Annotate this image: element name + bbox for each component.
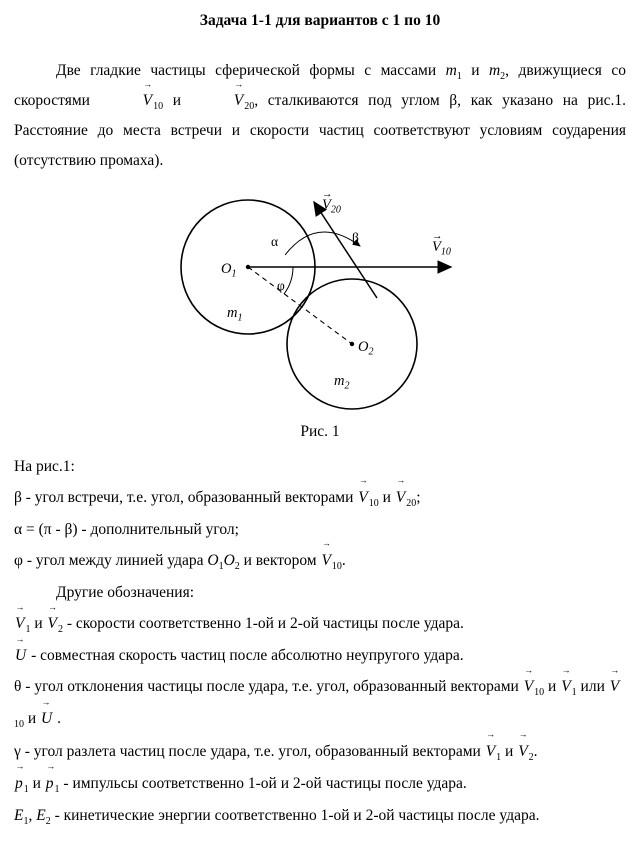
phi-angle-arc xyxy=(284,267,293,294)
collision-diagram xyxy=(155,187,485,419)
notation-list xyxy=(14,451,626,832)
definition-beta: β - угол встречи, т.е. угол, образованный векторами → $V_{10}$ и → $V_{20}$; xyxy=(14,475,421,510)
figure-1 xyxy=(14,187,626,441)
definition-v1-v2: → $V_1$ и → $V_2$ - скорости соответственно 1-ой и 2-ой частицы после удара. xyxy=(15,601,464,636)
phi-label: φ xyxy=(277,278,285,294)
o2-label: $O_2$ xyxy=(358,339,374,358)
definition-gamma: γ - угол разлета частиц после удара, т.е. угол, образованный векторами → $V_1$ и → $V_2$. xyxy=(14,728,538,763)
intro-paragraph: Две гладкие частицы сферической формы с массами $m_1$ и $m_2$, движущиеся со скоростями → $V_{10}$ и → $V_{20}$, сталкиваются под углом β, как указано на рис.1. Расстояние до места встречи и скорости частиц соответствуют условиям соударения (отсутствию промаха). xyxy=(14,62,627,169)
definition-e: $E_1$, $E_2$ - кинетические энергии соответственно 1-ой и 2-ой частицы после удара. xyxy=(14,806,540,827)
v20-vector-accent: → xyxy=(322,189,333,201)
o1-label: $O_1$ xyxy=(221,261,237,280)
definition-p: → $p_1$ и → $p_1$ - импульсы соответственно 1-ой и 2-ой частицы после удара. xyxy=(15,760,467,795)
v10-label: $V_{10}$ xyxy=(432,239,451,258)
notes-heading: На рис.1: xyxy=(14,458,75,476)
page-title: Задача 1-1 для вариантов с 1 по 10 xyxy=(199,12,441,29)
angle-arc-arrow xyxy=(285,232,360,255)
m2-label: $m_2$ xyxy=(334,373,350,392)
o2-center-dot xyxy=(350,342,354,346)
v20-vector xyxy=(314,202,377,298)
beta-label: β xyxy=(352,230,359,246)
definition-u: → U - совместная скорость частиц после абсолютно неупругого удара. xyxy=(15,633,464,665)
v10-vector-accent: → xyxy=(432,231,443,243)
other-notations-heading: Другие обозначения: xyxy=(56,584,195,602)
definition-phi: φ - угол между линией удара $O_1O_2$ и вектором → $V_{10}$. xyxy=(14,538,346,573)
alpha-label: α xyxy=(271,234,279,250)
figure-caption: Рис. 1 xyxy=(300,423,340,441)
v20-label: $V_{20}$ xyxy=(322,197,341,216)
definition-alpha: α = (π - β) - дополнительный угол; xyxy=(14,521,239,539)
m1-label: $m_1$ xyxy=(227,305,243,324)
definition-theta: θ - угол отклонения частицы после удара, т.е. угол, образованный векторами → $V_{10}$ и → $V_1$ или → $V_{10}$ и → U . xyxy=(14,664,620,731)
